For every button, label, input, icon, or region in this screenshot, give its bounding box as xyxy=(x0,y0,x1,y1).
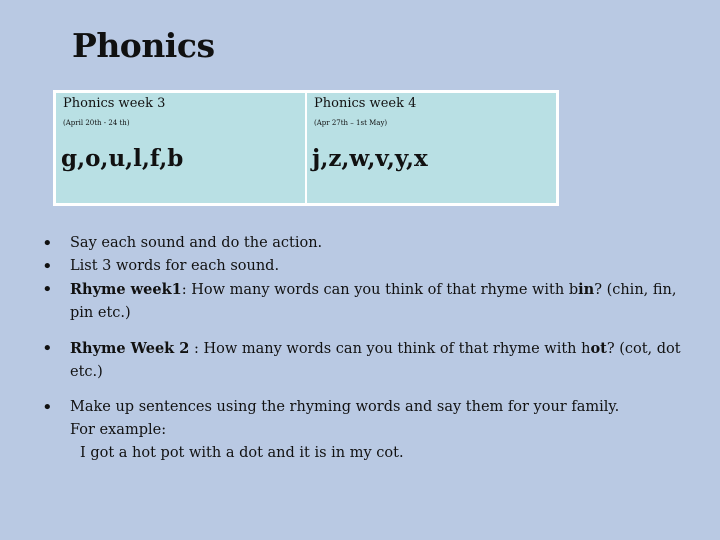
week-3-cell xyxy=(56,93,305,203)
rhyme-label: Rhyme Week 2 xyxy=(70,340,190,357)
week-dates: (April 20th - 24 th) xyxy=(63,119,130,127)
instruction-item xyxy=(42,337,682,384)
instruction-text: : How many words can you think of that rhyme with h xyxy=(189,341,591,357)
week-dates: (Apr 27th – 1st May) xyxy=(314,119,388,127)
rhyme-ending: ot xyxy=(590,340,607,357)
week-name: Phonics week 3 xyxy=(63,96,166,111)
instruction-item xyxy=(42,232,682,255)
example-sentence: I got a hot pot with a dot and it is in my cot. xyxy=(80,445,404,461)
instruction-text: ? (cot, dot etc.) xyxy=(70,341,681,380)
phonics-weeks-table xyxy=(53,90,559,206)
instruction-text: List 3 words for each sound. xyxy=(70,258,280,274)
instruction-text: Make up sentences using the rhyming words and say them for your family. xyxy=(70,399,620,415)
instruction-item xyxy=(42,396,682,465)
week-4-cell xyxy=(305,93,556,203)
instruction-item xyxy=(42,255,682,278)
instruction-text: Say each sound and do the action. xyxy=(70,235,323,251)
week-name: Phonics week 4 xyxy=(314,96,417,111)
example-intro: For example: xyxy=(70,422,167,438)
instruction-text: : How many words can you think of that rhyme with b xyxy=(181,282,579,298)
rhyme-ending: in xyxy=(578,281,595,298)
week-letters: j,z,w,v,y,x xyxy=(312,145,428,172)
instruction-text: ? (chin, fin, pin etc.) xyxy=(70,282,677,321)
rhyme-label: Rhyme week1 xyxy=(70,281,182,298)
instruction-list xyxy=(42,232,682,465)
instruction-item xyxy=(42,278,682,325)
page-title: Phonics xyxy=(72,26,215,65)
week-letters: g,o,u,l,f,b xyxy=(61,145,184,172)
